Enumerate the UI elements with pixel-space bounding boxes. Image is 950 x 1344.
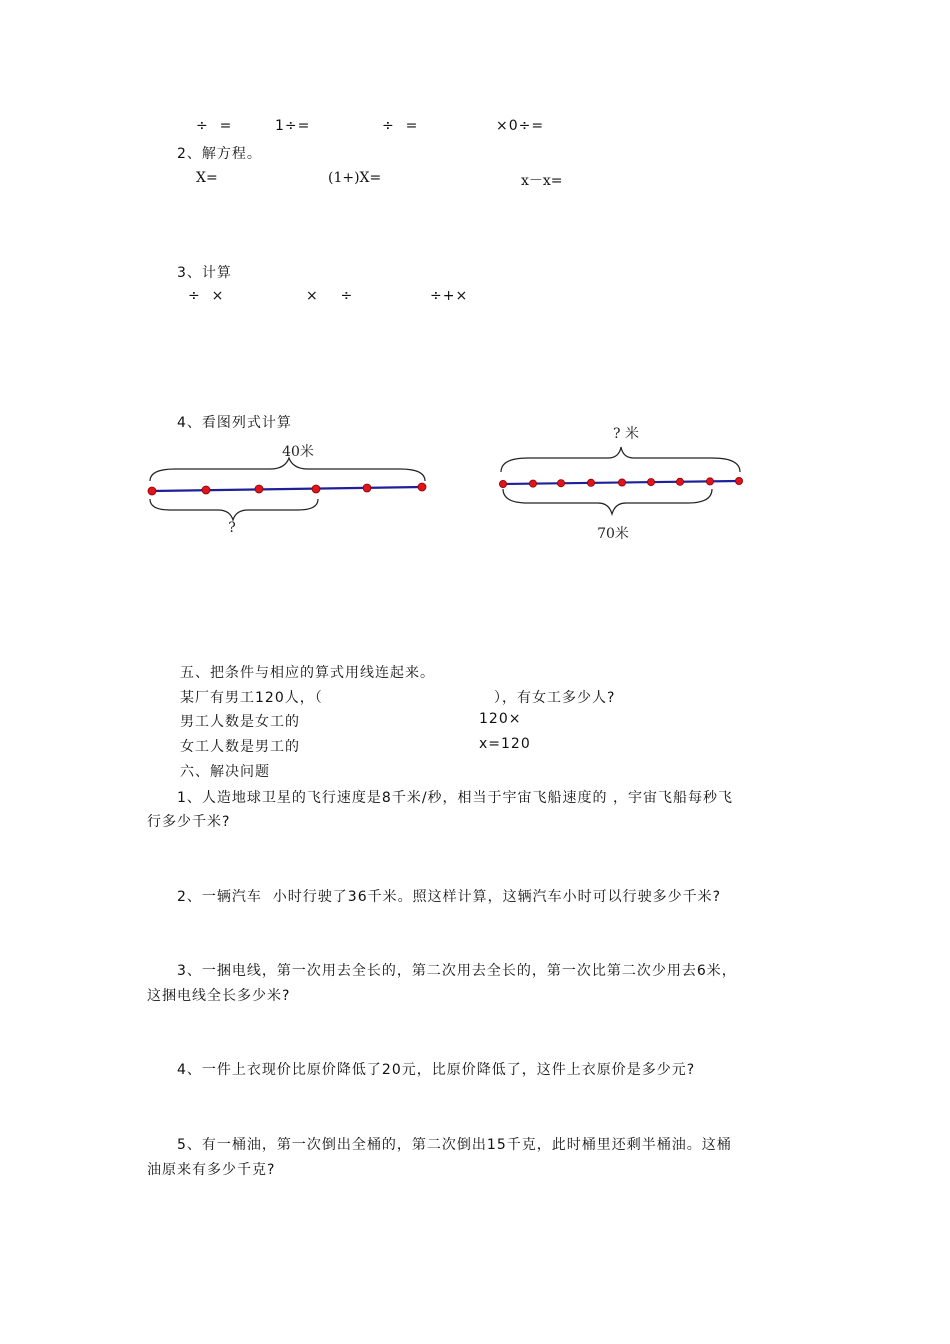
left-bottom-brace (150, 499, 318, 520)
right-dot-9 (735, 477, 742, 484)
problem-5-line-1: 5、有一桶油，第一次倒出全桶的，第二次倒出15千克，此时桶里还剩半桶油。这桶 (177, 1137, 732, 1153)
right-top-brace (501, 447, 740, 472)
left-segment-line (152, 487, 422, 491)
left-dot-3 (255, 485, 263, 493)
section-6-title: 六、解决问题 (180, 764, 270, 780)
problem-3-line-1: 3、一捆电线，第一次用去全长的，第二次用去全长的，第一次比第二次少用去6米， (177, 963, 737, 979)
left-top-label: 40米 (282, 444, 314, 460)
left-dot-4 (312, 485, 320, 493)
left-bottom-label: ? (228, 520, 236, 536)
problem-3-line-2: 这捆电线全长多少米? (147, 988, 291, 1004)
section-4-title: 4、看图列式计算 (177, 415, 292, 431)
condition-1: 男工人数是女工的 (180, 714, 300, 730)
right-dot-2 (529, 480, 536, 487)
problem-1-line-2: 行多少千米? (147, 814, 231, 830)
premise-left: 某厂有男工120人，（ (180, 690, 323, 706)
premise-right: ），有女工多少人? (494, 690, 616, 706)
right-diagram (499, 425, 742, 542)
section-5-title: 五、把条件与相应的算式用线连起来。 (180, 665, 435, 681)
right-bottom-label: 70米 (597, 526, 629, 542)
division-expression-2: 1÷= (275, 118, 311, 134)
right-dot-8 (706, 478, 713, 485)
equation-1: X= (196, 170, 218, 186)
division-expression-4: ×0÷= (496, 118, 545, 134)
right-dot-6 (647, 479, 654, 486)
left-dot-2 (202, 486, 210, 494)
left-dot-6 (418, 483, 426, 491)
division-expression-1: ÷ = (196, 118, 233, 134)
left-top-brace (150, 458, 425, 481)
condition-2: 女工人数是男工的 (180, 739, 300, 755)
equation-2: (1+)X= (328, 170, 382, 186)
problem-1-line-1: 1、人造地球卫星的飞行速度是8千米/秒，相当于宇宙飞船速度的 ，宇宙飞船每秒飞 (177, 790, 733, 806)
left-dot-5 (363, 484, 371, 492)
right-top-label: ? 米 (613, 426, 639, 442)
equation-3: x－x= (521, 173, 563, 189)
division-expression-3: ÷ = (382, 118, 419, 134)
calc-expression-1: ÷ × (188, 288, 225, 304)
right-dot-1 (499, 480, 506, 487)
problem-2-line-1: 2、一辆汽车 小时行驶了36千米。照这样计算，这辆汽车小时可以行驶多少千米? (177, 889, 722, 905)
right-dot-3 (557, 480, 564, 487)
right-dot-5 (618, 479, 625, 486)
section-3-title: 3、计算 (177, 265, 232, 281)
formula-1: 120× (479, 711, 522, 727)
problem-4-line-1: 4、一件上衣现价比原价降低了20元，比原价降低了，这件上衣原价是多少元? (177, 1062, 696, 1078)
right-dot-4 (587, 479, 594, 486)
calc-expression-3: ÷+× (430, 288, 469, 304)
section-2-title: 2、解方程。 (177, 146, 262, 162)
left-diagram (148, 443, 426, 536)
right-dot-7 (676, 478, 683, 485)
left-dot-1 (148, 487, 156, 495)
problem-5-line-2: 油原来有多少千克? (147, 1162, 276, 1178)
right-bottom-brace (503, 489, 712, 514)
formula-2: x=120 (479, 736, 531, 752)
calc-expression-2: × ÷ (306, 288, 354, 304)
